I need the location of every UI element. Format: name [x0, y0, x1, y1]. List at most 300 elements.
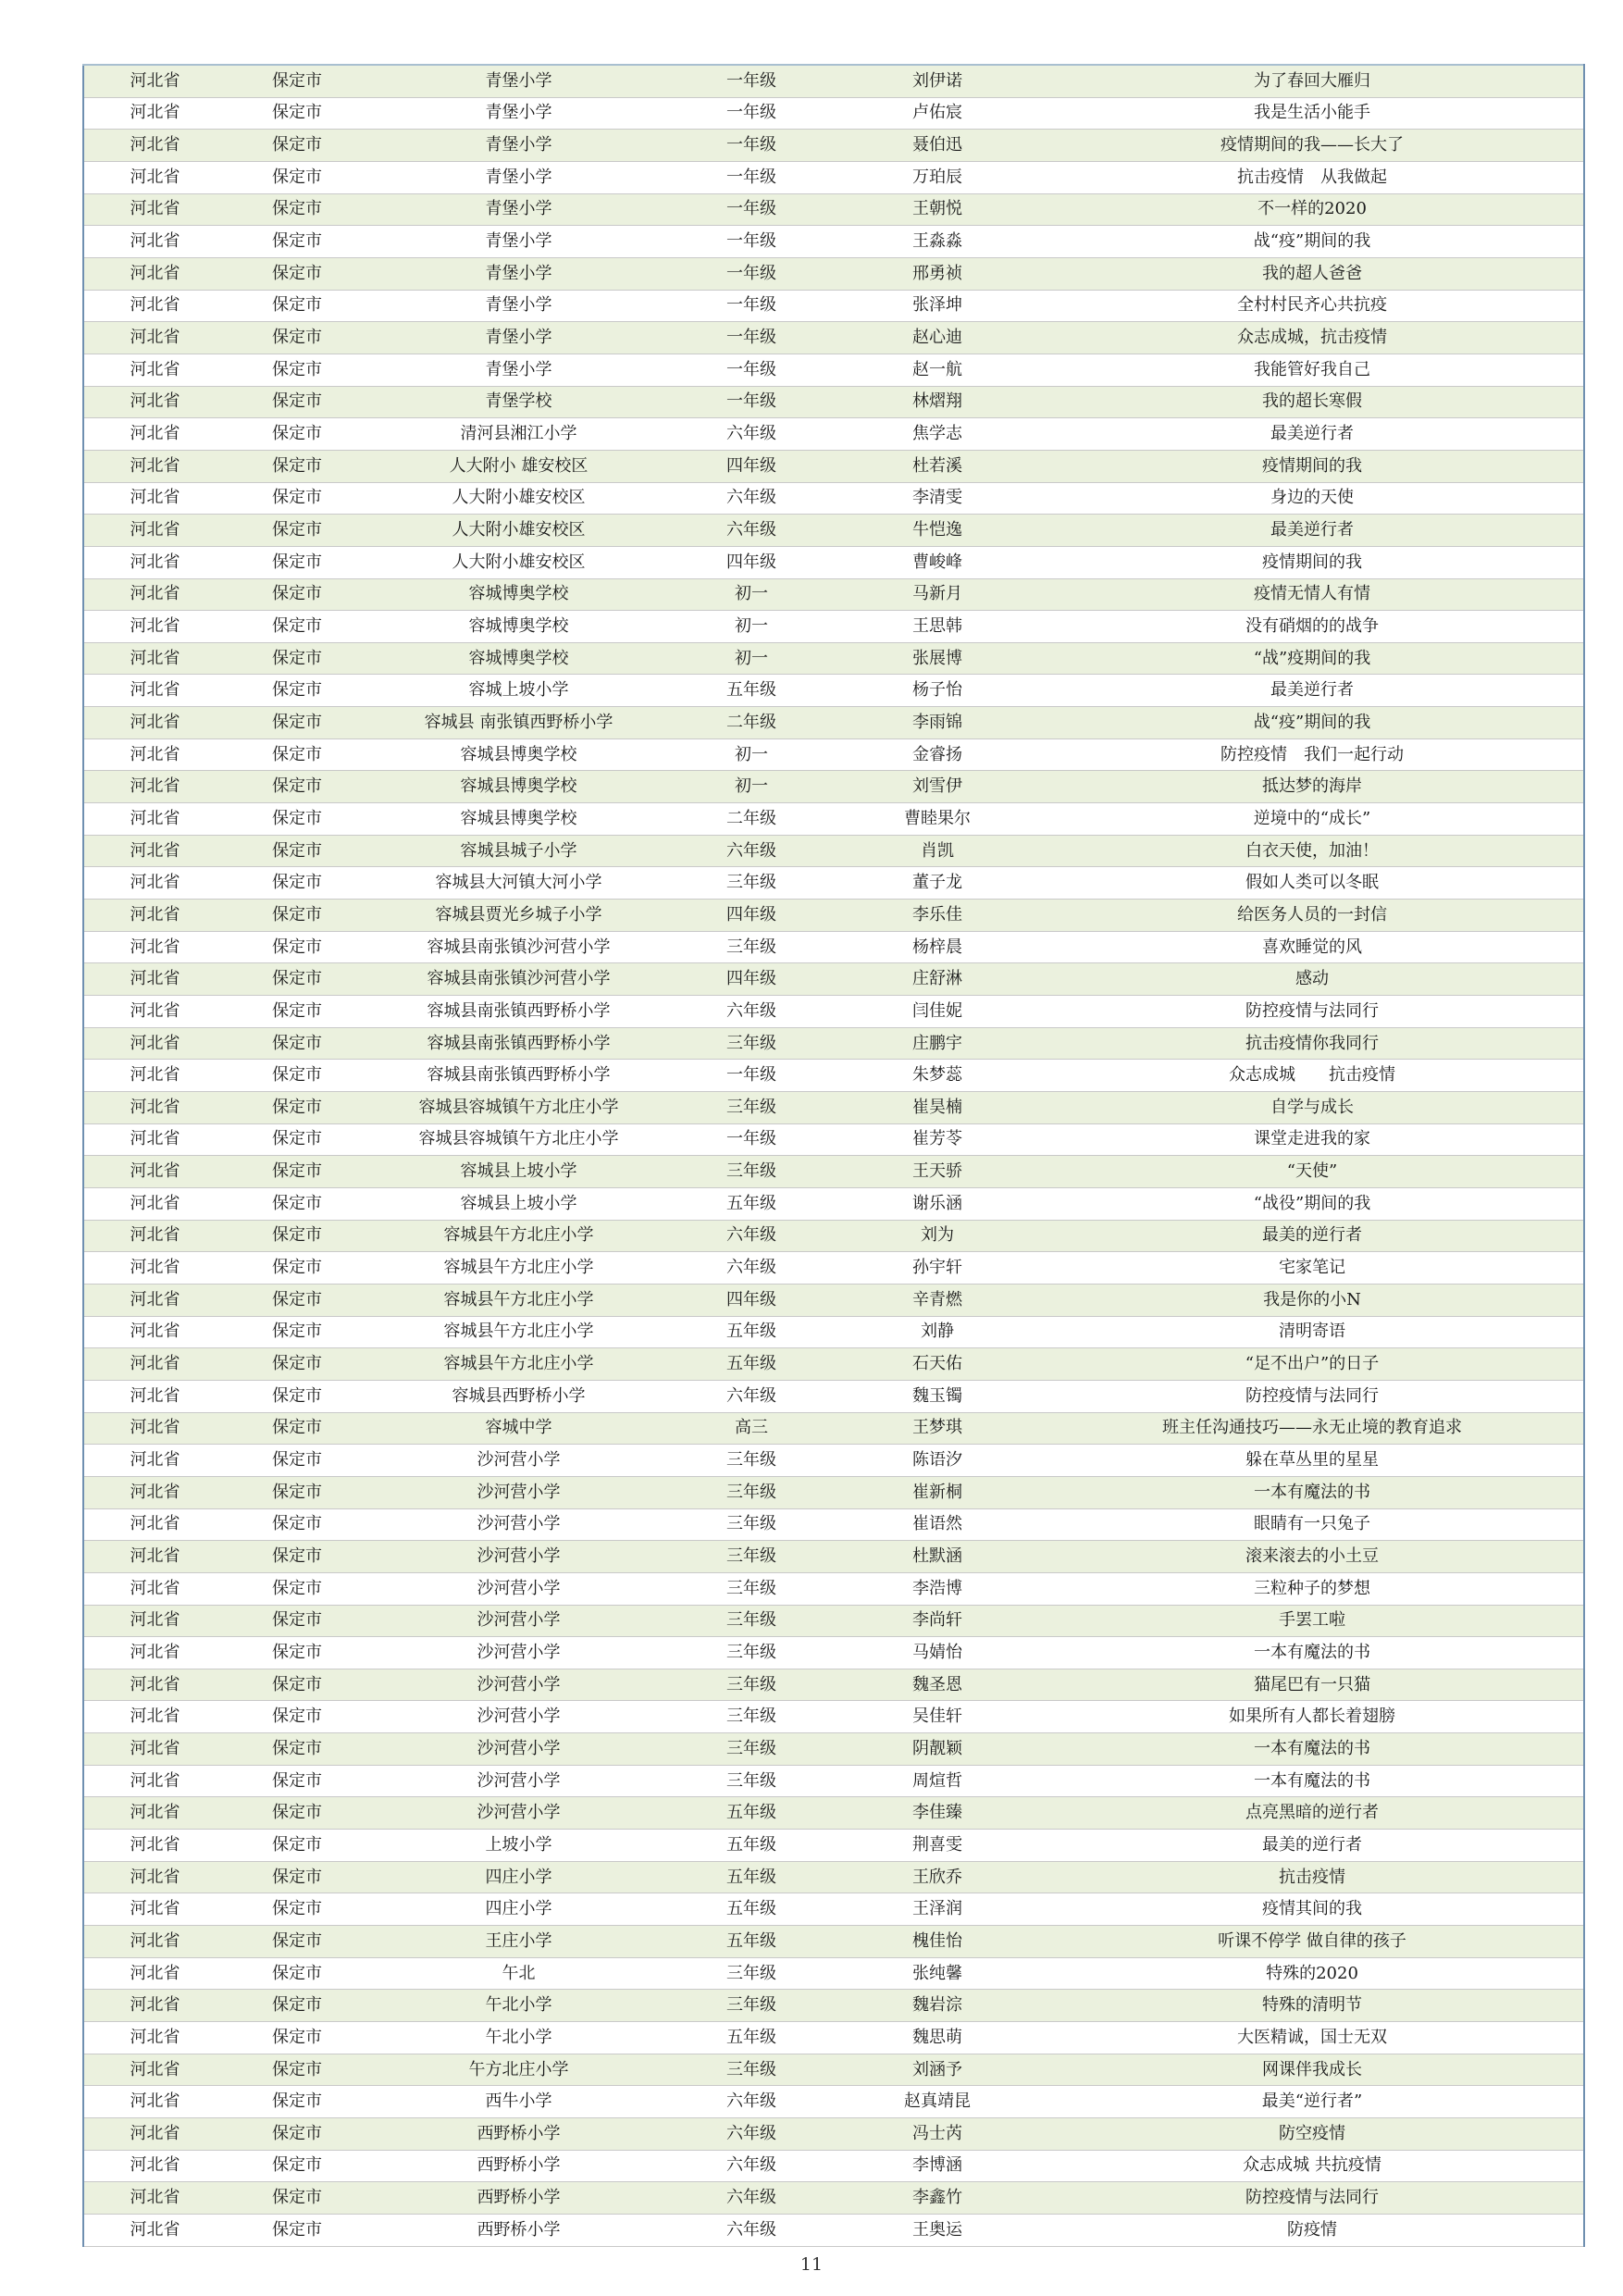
cell-school: 容城博奥学校 — [368, 611, 669, 643]
cell-grade: 三年级 — [669, 1637, 834, 1669]
cell-name: 魏岩淙 — [834, 1990, 1041, 2022]
cell-province: 河北省 — [83, 1316, 226, 1348]
cell-province: 河北省 — [83, 1893, 226, 1926]
cell-title: 最美的逆行者 — [1041, 1220, 1584, 1252]
cell-province: 河北省 — [83, 1252, 226, 1285]
table-row — [83, 130, 1584, 162]
cell-grade: 二年级 — [669, 707, 834, 739]
cell-title: 一本有魔法的书 — [1041, 1733, 1584, 1766]
table-row — [83, 771, 1584, 803]
cell-grade: 高三 — [669, 1412, 834, 1445]
cell-name: 杜若溪 — [834, 450, 1041, 482]
cell-province: 河北省 — [83, 1380, 226, 1412]
cell-city: 保定市 — [226, 226, 368, 258]
cell-title: 白衣天使，加油！ — [1041, 835, 1584, 867]
cell-province: 河北省 — [83, 1156, 226, 1188]
cell-title: 我的超长寒假 — [1041, 386, 1584, 418]
cell-school: 容城县南张镇西野桥小学 — [368, 1027, 669, 1060]
cell-province: 河北省 — [83, 290, 226, 322]
cell-city: 保定市 — [226, 707, 368, 739]
cell-city: 保定市 — [226, 738, 368, 771]
table-row — [83, 1701, 1584, 1733]
cell-school: 人大附小雄安校区 — [368, 515, 669, 547]
cell-name: 金睿扬 — [834, 738, 1041, 771]
cell-school: 午北小学 — [368, 2022, 669, 2054]
cell-school: 清河县湘江小学 — [368, 418, 669, 451]
cell-name: 曹睦果尔 — [834, 803, 1041, 836]
cell-grade: 一年级 — [669, 322, 834, 354]
cell-city: 保定市 — [226, 1220, 368, 1252]
cell-school: 西野桥小学 — [368, 2118, 669, 2151]
cell-title: 战“疫”期间的我 — [1041, 707, 1584, 739]
cell-name: 曹峻峰 — [834, 546, 1041, 578]
cell-title: 滚来滚去的小土豆 — [1041, 1541, 1584, 1573]
cell-grade: 三年级 — [669, 1572, 834, 1605]
cell-title: 眼睛有一只兔子 — [1041, 1508, 1584, 1541]
cell-school: 人大附小 雄安校区 — [368, 450, 669, 482]
cell-province: 河北省 — [83, 578, 226, 611]
table-row — [83, 578, 1584, 611]
cell-grade: 三年级 — [669, 1476, 834, 1508]
cell-school: 容城县午方北庄小学 — [368, 1348, 669, 1381]
cell-city: 保定市 — [226, 1926, 368, 1958]
cell-school: 容城县博奥学校 — [368, 771, 669, 803]
cell-title: 班主任沟通技巧——永无止境的教育追求 — [1041, 1412, 1584, 1445]
cell-title: 宅家笔记 — [1041, 1252, 1584, 1285]
table-row — [83, 1605, 1584, 1637]
cell-city: 保定市 — [226, 578, 368, 611]
table-row — [83, 1348, 1584, 1381]
cell-school: 青堡小学 — [368, 97, 669, 130]
cell-grade: 三年级 — [669, 931, 834, 963]
cell-name: 阴靓颖 — [834, 1733, 1041, 1766]
cell-province: 河北省 — [83, 1765, 226, 1797]
cell-name: 刘涵予 — [834, 2054, 1041, 2086]
cell-title: “足不出户”的日子 — [1041, 1348, 1584, 1381]
table-row — [83, 1957, 1584, 1990]
cell-title: 众志成城 共抗疫情 — [1041, 2150, 1584, 2182]
cell-city: 保定市 — [226, 675, 368, 707]
cell-school: 容城县博奥学校 — [368, 738, 669, 771]
cell-name: 李佳臻 — [834, 1797, 1041, 1830]
cell-city: 保定市 — [226, 931, 368, 963]
cell-grade: 六年级 — [669, 1220, 834, 1252]
table-row — [83, 97, 1584, 130]
cell-name: 孙宇轩 — [834, 1252, 1041, 1285]
cell-province: 河北省 — [83, 1220, 226, 1252]
cell-grade: 一年级 — [669, 193, 834, 226]
cell-grade: 五年级 — [669, 2022, 834, 2054]
cell-city: 保定市 — [226, 1508, 368, 1541]
cell-title: 如果所有人都长着翅膀 — [1041, 1701, 1584, 1733]
cell-title: 众志成城，抗击疫情 — [1041, 322, 1584, 354]
cell-city: 保定市 — [226, 1316, 368, 1348]
cell-province: 河北省 — [83, 1926, 226, 1958]
cell-province: 河北省 — [83, 322, 226, 354]
cell-name: 万珀辰 — [834, 161, 1041, 193]
table-row — [83, 354, 1584, 386]
cell-school: 沙河营小学 — [368, 1733, 669, 1766]
cell-grade: 六年级 — [669, 2150, 834, 2182]
cell-province: 河北省 — [83, 1637, 226, 1669]
cell-name: 槐佳怡 — [834, 1926, 1041, 1958]
cell-city: 保定市 — [226, 1445, 368, 1477]
cell-name: 邢勇祯 — [834, 257, 1041, 290]
cell-grade: 初一 — [669, 611, 834, 643]
table-row — [83, 226, 1584, 258]
cell-school: 人大附小雄安校区 — [368, 482, 669, 515]
cell-province: 河北省 — [83, 546, 226, 578]
cell-school: 容城博奥学校 — [368, 578, 669, 611]
cell-province: 河北省 — [83, 2118, 226, 2151]
cell-name: 李雨锦 — [834, 707, 1041, 739]
cell-grade: 三年级 — [669, 1605, 834, 1637]
table-row — [83, 1861, 1584, 1893]
cell-city: 保定市 — [226, 386, 368, 418]
table-row — [83, 161, 1584, 193]
cell-title: 身边的天使 — [1041, 482, 1584, 515]
cell-school: 青堡小学 — [368, 161, 669, 193]
cell-school: 青堡学校 — [368, 386, 669, 418]
cell-name: 王泽润 — [834, 1893, 1041, 1926]
table-row — [83, 1765, 1584, 1797]
cell-city: 保定市 — [226, 97, 368, 130]
cell-grade: 五年级 — [669, 675, 834, 707]
cell-name: 赵心迪 — [834, 322, 1041, 354]
cell-school: 沙河营小学 — [368, 1572, 669, 1605]
table-row — [83, 1990, 1584, 2022]
cell-school: 容城县城子小学 — [368, 835, 669, 867]
table-row — [83, 1508, 1584, 1541]
cell-name: 李博涵 — [834, 2150, 1041, 2182]
cell-grade: 三年级 — [669, 1701, 834, 1733]
cell-title: 一本有魔法的书 — [1041, 1476, 1584, 1508]
cell-city: 保定市 — [226, 1572, 368, 1605]
cell-grade: 一年级 — [669, 97, 834, 130]
cell-province: 河北省 — [83, 2150, 226, 2182]
table-row — [83, 1572, 1584, 1605]
cell-name: 杜默涵 — [834, 1541, 1041, 1573]
cell-province: 河北省 — [83, 1861, 226, 1893]
cell-grade: 五年级 — [669, 1316, 834, 1348]
cell-city: 保定市 — [226, 354, 368, 386]
cell-school: 容城县南张镇西野桥小学 — [368, 1060, 669, 1092]
cell-school: 容城县大河镇大河小学 — [368, 867, 669, 900]
cell-province: 河北省 — [83, 996, 226, 1028]
cell-school: 西野桥小学 — [368, 2214, 669, 2246]
cell-name: 闫佳妮 — [834, 996, 1041, 1028]
cell-name: 杨子怡 — [834, 675, 1041, 707]
cell-name: 刘静 — [834, 1316, 1041, 1348]
cell-city: 保定市 — [226, 1187, 368, 1220]
cell-city: 保定市 — [226, 1765, 368, 1797]
table-row — [83, 867, 1584, 900]
cell-province: 河北省 — [83, 65, 226, 97]
cell-province: 河北省 — [83, 1027, 226, 1060]
cell-name: 李清雯 — [834, 482, 1041, 515]
cell-city: 保定市 — [226, 1990, 368, 2022]
table-row — [83, 835, 1584, 867]
cell-school: 沙河营小学 — [368, 1765, 669, 1797]
cell-name: 王思韩 — [834, 611, 1041, 643]
cell-province: 河北省 — [83, 1541, 226, 1573]
cell-grade: 一年级 — [669, 161, 834, 193]
table-row — [83, 1027, 1584, 1060]
cell-school: 午北 — [368, 1957, 669, 1990]
cell-grade: 一年级 — [669, 226, 834, 258]
cell-grade: 三年级 — [669, 2054, 834, 2086]
cell-title: 最美的逆行者 — [1041, 1830, 1584, 1862]
cell-school: 容城县容城镇午方北庄小学 — [368, 1092, 669, 1124]
cell-title: 给医务人员的一封信 — [1041, 900, 1584, 932]
table-row — [83, 2022, 1584, 2054]
cell-grade: 三年级 — [669, 1508, 834, 1541]
cell-city: 保定市 — [226, 2022, 368, 2054]
cell-province: 河北省 — [83, 1092, 226, 1124]
cell-title: 我是生活小能手 — [1041, 97, 1584, 130]
cell-city: 保定市 — [226, 963, 368, 996]
cell-city: 保定市 — [226, 1027, 368, 1060]
cell-school: 青堡小学 — [368, 257, 669, 290]
cell-school: 容城上坡小学 — [368, 675, 669, 707]
table-row — [83, 707, 1584, 739]
cell-title: 感动 — [1041, 963, 1584, 996]
cell-city: 保定市 — [226, 257, 368, 290]
table-row — [83, 1797, 1584, 1830]
cell-title: 抗击疫情 从我做起 — [1041, 161, 1584, 193]
cell-grade: 一年级 — [669, 1060, 834, 1092]
cell-grade: 五年级 — [669, 1187, 834, 1220]
cell-city: 保定市 — [226, 1092, 368, 1124]
cell-title: 清明寄语 — [1041, 1316, 1584, 1348]
cell-school: 容城县贾光乡城子小学 — [368, 900, 669, 932]
cell-name: 李尚轩 — [834, 1605, 1041, 1637]
cell-school: 沙河营小学 — [368, 1541, 669, 1573]
cell-province: 河北省 — [83, 1957, 226, 1990]
cell-province: 河北省 — [83, 611, 226, 643]
table-row — [83, 1733, 1584, 1766]
cell-province: 河北省 — [83, 900, 226, 932]
cell-city: 保定市 — [226, 290, 368, 322]
cell-school: 容城县上坡小学 — [368, 1187, 669, 1220]
cell-title: 最美逆行者 — [1041, 515, 1584, 547]
table-row — [83, 2086, 1584, 2118]
cell-name: 赵真靖昆 — [834, 2086, 1041, 2118]
cell-province: 河北省 — [83, 2086, 226, 2118]
table-row — [83, 2150, 1584, 2182]
cell-school: 人大附小雄安校区 — [368, 546, 669, 578]
cell-name: 吴佳轩 — [834, 1701, 1041, 1733]
cell-province: 河北省 — [83, 738, 226, 771]
cell-city: 保定市 — [226, 1123, 368, 1156]
cell-city: 保定市 — [226, 322, 368, 354]
cell-city: 保定市 — [226, 1830, 368, 1862]
cell-name: 王欣乔 — [834, 1861, 1041, 1893]
cell-name: 刘伊诺 — [834, 65, 1041, 97]
cell-grade: 一年级 — [669, 290, 834, 322]
cell-province: 河北省 — [83, 931, 226, 963]
cell-title: 特殊的2020 — [1041, 1957, 1584, 1990]
cell-grade: 四年级 — [669, 450, 834, 482]
cell-title: 最美逆行者 — [1041, 418, 1584, 451]
cell-name: 魏思萌 — [834, 2022, 1041, 2054]
cell-grade: 三年级 — [669, 1957, 834, 1990]
cell-grade: 四年级 — [669, 1284, 834, 1316]
cell-grade: 一年级 — [669, 130, 834, 162]
cell-province: 河北省 — [83, 1990, 226, 2022]
cell-grade: 三年级 — [669, 1669, 834, 1701]
cell-name: 崔昊楠 — [834, 1092, 1041, 1124]
cell-grade: 三年级 — [669, 1990, 834, 2022]
cell-province: 河北省 — [83, 97, 226, 130]
cell-title: 防控疫情与法同行 — [1041, 1380, 1584, 1412]
cell-grade: 五年级 — [669, 1797, 834, 1830]
cell-school: 沙河营小学 — [368, 1508, 669, 1541]
cell-province: 河北省 — [83, 1605, 226, 1637]
cell-city: 保定市 — [226, 1476, 368, 1508]
cell-city: 保定市 — [226, 1669, 368, 1701]
cell-city: 保定市 — [226, 1348, 368, 1381]
cell-province: 河北省 — [83, 867, 226, 900]
cell-title: 最美“逆行者” — [1041, 2086, 1584, 2118]
cell-city: 保定市 — [226, 1605, 368, 1637]
table-row — [83, 1123, 1584, 1156]
cell-school: 青堡小学 — [368, 193, 669, 226]
cell-school: 青堡小学 — [368, 65, 669, 97]
table-row — [83, 1893, 1584, 1926]
cell-province: 河北省 — [83, 1123, 226, 1156]
cell-name: 王天骄 — [834, 1156, 1041, 1188]
cell-grade: 三年级 — [669, 1541, 834, 1573]
cell-title: 我能管好我自己 — [1041, 354, 1584, 386]
cell-province: 河北省 — [83, 675, 226, 707]
cell-grade: 五年级 — [669, 1861, 834, 1893]
cell-city: 保定市 — [226, 482, 368, 515]
cell-city: 保定市 — [226, 803, 368, 836]
cell-province: 河北省 — [83, 226, 226, 258]
cell-city: 保定市 — [226, 2214, 368, 2246]
cell-name: 庄鹏宇 — [834, 1027, 1041, 1060]
table-row — [83, 1669, 1584, 1701]
cell-city: 保定市 — [226, 642, 368, 675]
table-row — [83, 1252, 1584, 1285]
table-row — [83, 1220, 1584, 1252]
cell-title: 抗击疫情你我同行 — [1041, 1027, 1584, 1060]
cell-grade: 六年级 — [669, 2118, 834, 2151]
cell-province: 河北省 — [83, 1284, 226, 1316]
table-row — [83, 1380, 1584, 1412]
cell-name: 王朝悦 — [834, 193, 1041, 226]
cell-city: 保定市 — [226, 418, 368, 451]
cell-grade: 六年级 — [669, 996, 834, 1028]
cell-school: 上坡小学 — [368, 1830, 669, 1862]
cell-province: 河北省 — [83, 1445, 226, 1477]
cell-province: 河北省 — [83, 193, 226, 226]
cell-city: 保定市 — [226, 65, 368, 97]
cell-name: 牛恺逸 — [834, 515, 1041, 547]
cell-name: 王淼淼 — [834, 226, 1041, 258]
cell-province: 河北省 — [83, 386, 226, 418]
cell-school: 容城县上坡小学 — [368, 1156, 669, 1188]
table-row — [83, 996, 1584, 1028]
cell-title: 防空疫情 — [1041, 2118, 1584, 2151]
cell-province: 河北省 — [83, 482, 226, 515]
cell-province: 河北省 — [83, 771, 226, 803]
table-row — [83, 1284, 1584, 1316]
cell-title: 点亮黑暗的逆行者 — [1041, 1797, 1584, 1830]
cell-province: 河北省 — [83, 803, 226, 836]
cell-grade: 一年级 — [669, 257, 834, 290]
cell-name: 刘雪伊 — [834, 771, 1041, 803]
cell-province: 河北省 — [83, 450, 226, 482]
cell-name: 庄舒淋 — [834, 963, 1041, 996]
cell-city: 保定市 — [226, 1412, 368, 1445]
cell-province: 河北省 — [83, 707, 226, 739]
cell-province: 河北省 — [83, 1830, 226, 1862]
cell-name: 谢乐涵 — [834, 1187, 1041, 1220]
cell-school: 青堡小学 — [368, 322, 669, 354]
cell-city: 保定市 — [226, 161, 368, 193]
cell-name: 王奥运 — [834, 2214, 1041, 2246]
cell-title: 我的超人爸爸 — [1041, 257, 1584, 290]
table-row — [83, 900, 1584, 932]
table-row — [83, 1060, 1584, 1092]
cell-city: 保定市 — [226, 996, 368, 1028]
cell-province: 河北省 — [83, 1476, 226, 1508]
table-row — [83, 1156, 1584, 1188]
cell-province: 河北省 — [83, 1508, 226, 1541]
cell-city: 保定市 — [226, 611, 368, 643]
cell-province: 河北省 — [83, 642, 226, 675]
cell-city: 保定市 — [226, 1893, 368, 1926]
cell-school: 四庄小学 — [368, 1893, 669, 1926]
cell-title: 我是你的小N — [1041, 1284, 1584, 1316]
cell-grade: 初一 — [669, 578, 834, 611]
cell-title: 自学与成长 — [1041, 1092, 1584, 1124]
table-row — [83, 1637, 1584, 1669]
cell-city: 保定市 — [226, 2118, 368, 2151]
cell-city: 保定市 — [226, 515, 368, 547]
table-row — [83, 1445, 1584, 1477]
table-row — [83, 546, 1584, 578]
cell-name: 马新月 — [834, 578, 1041, 611]
table-row — [83, 611, 1584, 643]
cell-city: 保定市 — [226, 130, 368, 162]
cell-city: 保定市 — [226, 1060, 368, 1092]
cell-title: 战“疫”期间的我 — [1041, 226, 1584, 258]
cell-title: 特殊的清明节 — [1041, 1990, 1584, 2022]
table-row — [83, 65, 1584, 97]
cell-name: 赵一航 — [834, 354, 1041, 386]
cell-school: 沙河营小学 — [368, 1445, 669, 1477]
cell-name: 李乐佳 — [834, 900, 1041, 932]
cell-title: 一本有魔法的书 — [1041, 1637, 1584, 1669]
cell-title: 手罢工啦 — [1041, 1605, 1584, 1637]
cell-school: 容城县西野桥小学 — [368, 1380, 669, 1412]
cell-school: 容城博奥学校 — [368, 642, 669, 675]
cell-title: 没有硝烟的的战争 — [1041, 611, 1584, 643]
cell-grade: 六年级 — [669, 482, 834, 515]
cell-name: 石天佑 — [834, 1348, 1041, 1381]
entries-table — [82, 64, 1585, 2247]
cell-title: 疫情期间的我——长大了 — [1041, 130, 1584, 162]
cell-title: 防控疫情与法同行 — [1041, 996, 1584, 1028]
cell-name: 朱梦蕊 — [834, 1060, 1041, 1092]
cell-city: 保定市 — [226, 771, 368, 803]
cell-city: 保定市 — [226, 1957, 368, 1990]
page-number: 11 — [799, 2254, 824, 2275]
cell-school: 午方北庄小学 — [368, 2054, 669, 2086]
